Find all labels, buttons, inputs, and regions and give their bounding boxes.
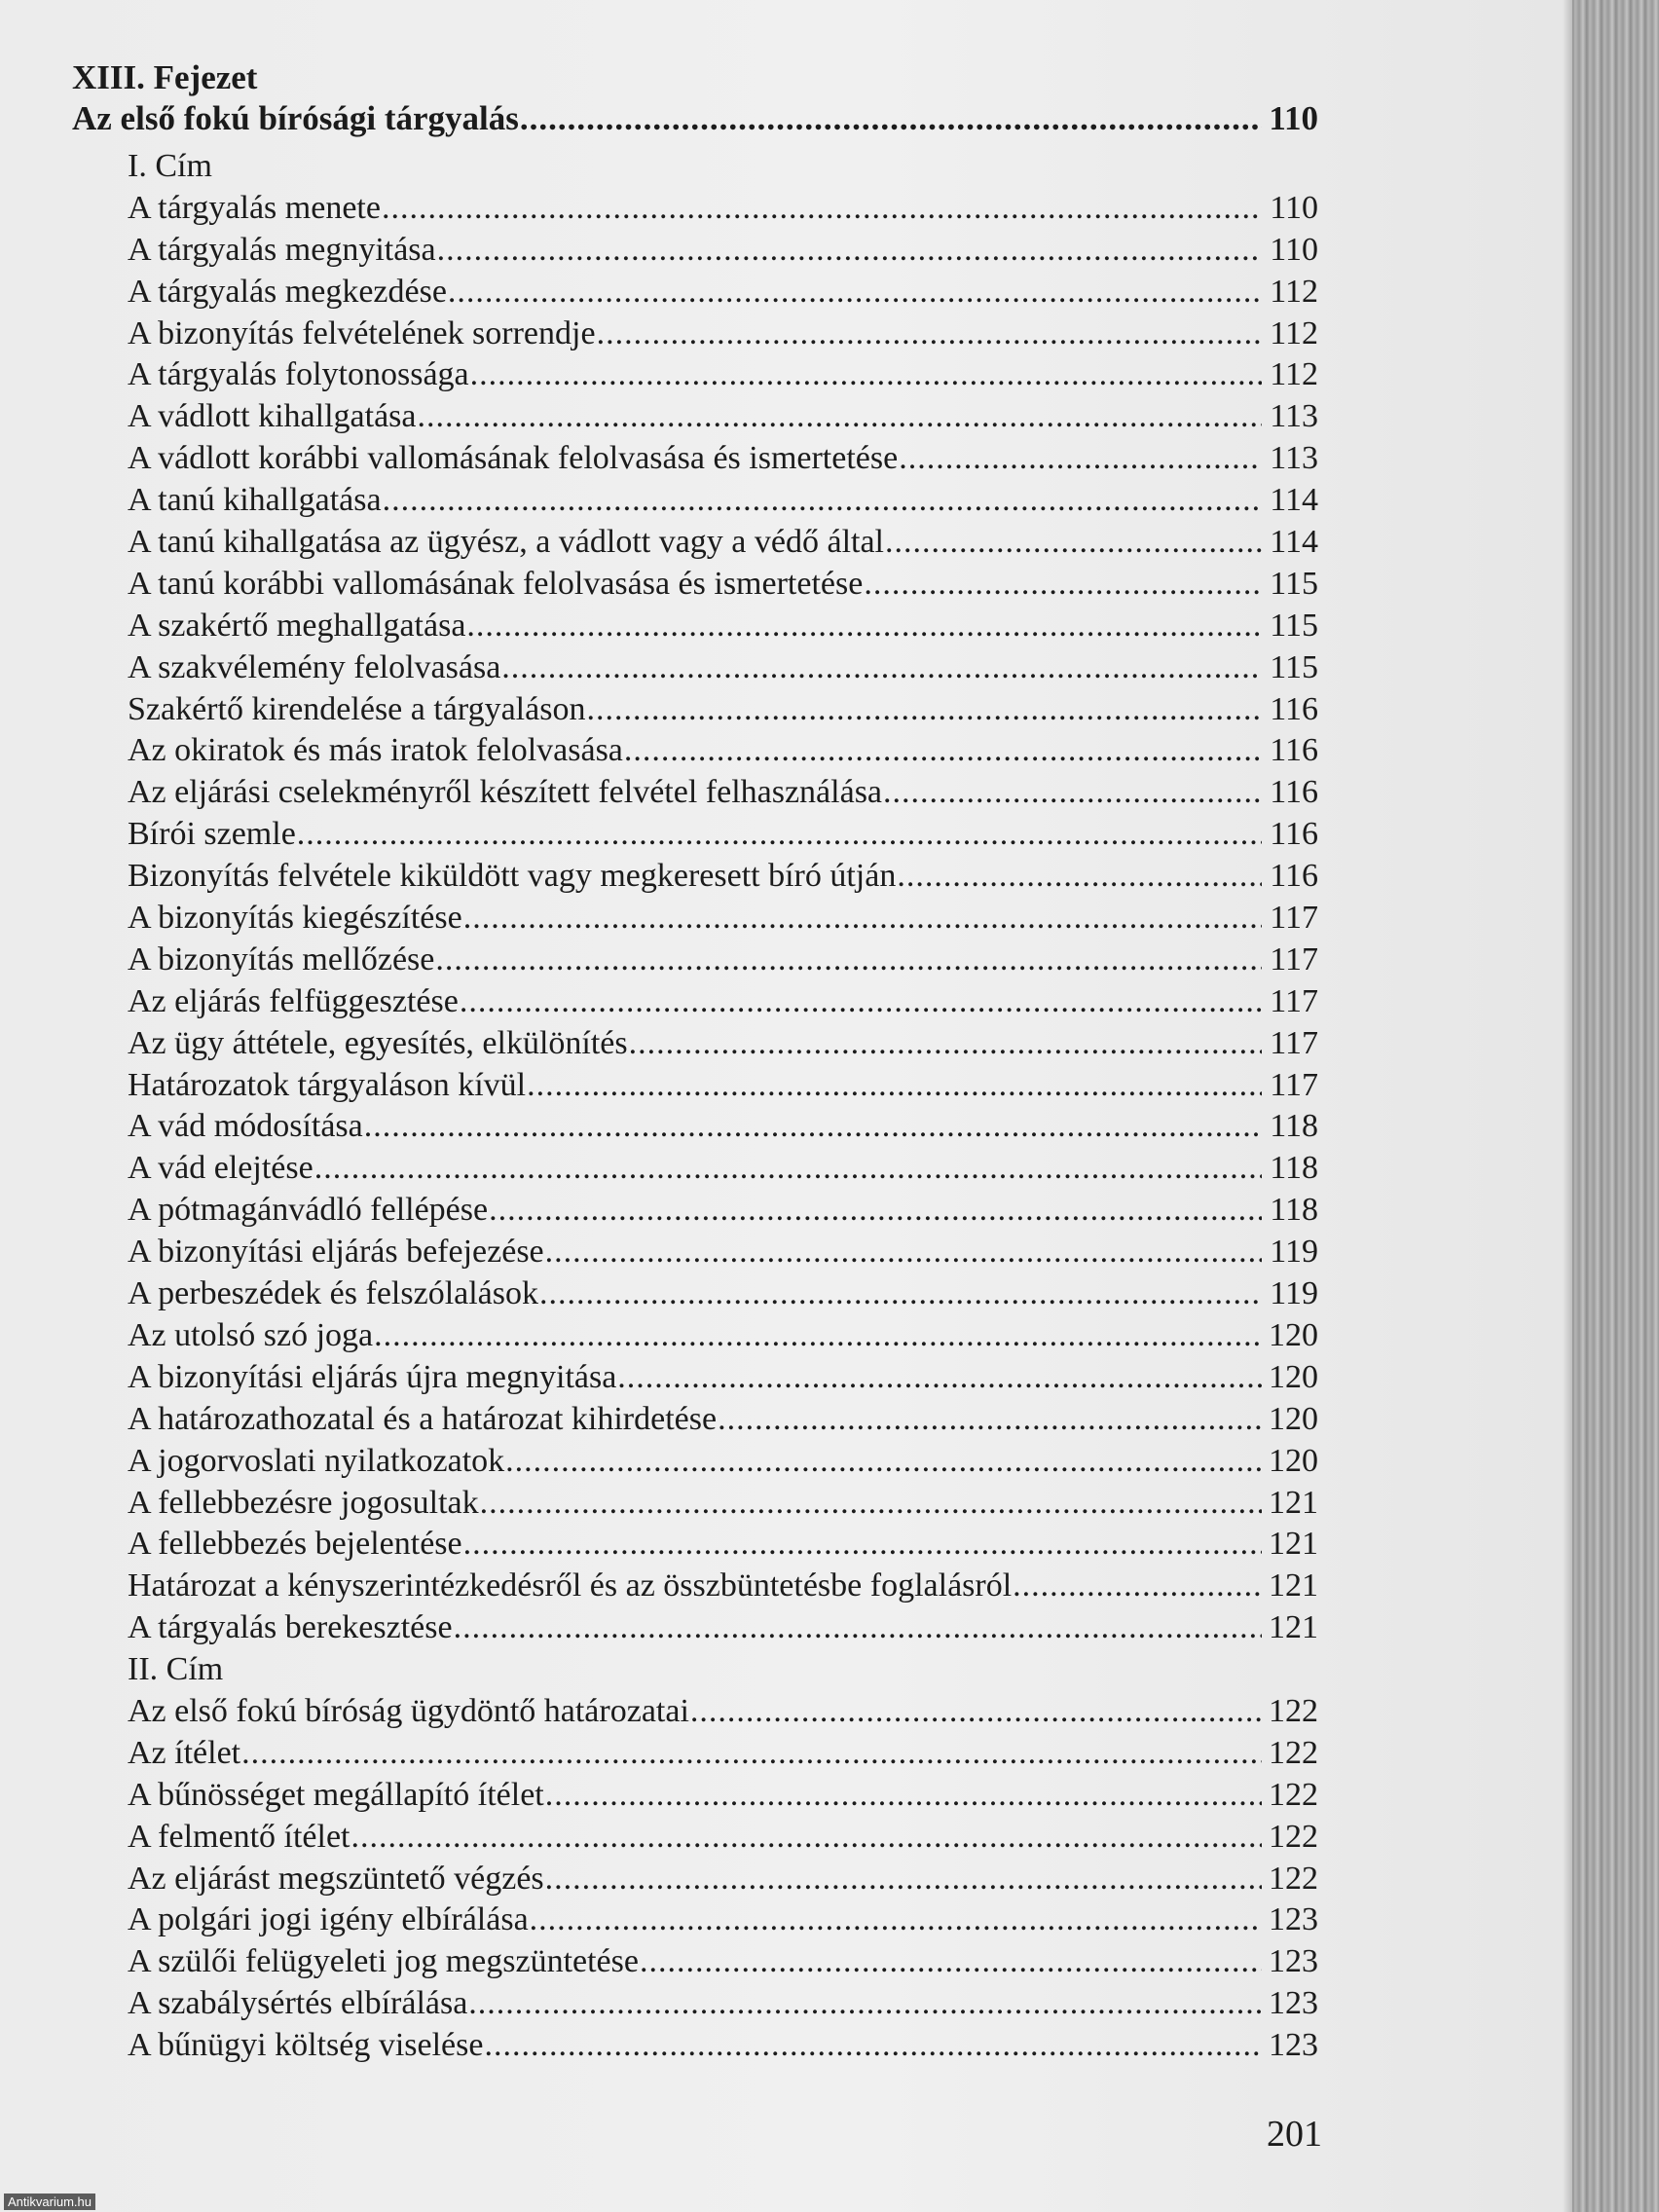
toc-entry [72,396,1318,438]
toc-entry [72,1733,1318,1775]
dot-leader [527,1065,1262,1106]
toc-entry [72,1232,1318,1273]
toc-entry-title: A vádlott korábbi vallomásának felolvasása és ismertetése [128,440,899,477]
toc-entry [72,480,1318,522]
toc-entry-title: Az eljárási cselekményről készített felvétel felhasználása [128,774,883,811]
toc-entry-page-number: 116 [1270,690,1318,727]
dot-leader [897,856,1262,897]
toc-entry-title: A tárgyalás folytonossága [128,356,469,393]
toc-entry-title: A tárgyalás menete [128,189,381,226]
chapter-number: XIII. Fejezet [72,58,258,96]
toc-entry-page-number: 118 [1270,1192,1318,1229]
toc-entry-title: Határozat a kényszerintézkedésről és az összbüntetésbe foglalásról [128,1567,1013,1604]
toc-entry-page-number: 120 [1269,1316,1318,1353]
toc-entry-page-number: 114 [1270,482,1318,519]
section-heading: I. Cím [128,148,212,184]
dot-leader [468,1983,1262,2024]
toc-entry [72,1817,1318,1859]
toc-entry-page-number: 119 [1270,1234,1318,1271]
dot-leader [448,272,1262,313]
toc-entry-page-number: 112 [1270,314,1318,351]
toc-entry [72,1023,1318,1065]
toc-entry-page-number: 117 [1270,900,1318,937]
toc-entry [72,856,1318,898]
dot-leader [640,1941,1262,1982]
toc-entry [72,1607,1318,1649]
dot-leader [484,2025,1262,2066]
dot-leader [463,1524,1262,1565]
toc-entry [72,1691,1318,1733]
toc-entry-page-number: 110 [1270,189,1318,226]
toc-entry [72,1106,1318,1148]
toc-entry-title: Bizonyítás felvétele kiküldött vagy megkeresett bíró útján [128,858,897,895]
dot-leader [382,188,1262,229]
page-folio: 201 [1267,2114,1322,2155]
toc-entry-title: A tanú korábbi vallomásának felolvasása és ismertetése [128,565,864,602]
toc-entry-title: Az utolsó szó joga [128,1316,374,1353]
dot-leader [545,1859,1262,1899]
chapter-title: Az első fokú bírósági tárgyalás [72,99,519,137]
toc-entry-title: A polgári jogi igény elbírálása [128,1901,529,1938]
toc-entry [72,522,1318,564]
dot-leader [617,1357,1262,1398]
toc-entry-page-number: 113 [1270,440,1318,477]
toc-entry-page-number: 118 [1270,1150,1318,1187]
toc-entry-page-number: 122 [1269,1692,1318,1729]
toc-entry-page-number: 116 [1270,816,1318,853]
dot-leader [351,1817,1263,1858]
dot-leader [314,1148,1262,1189]
toc-entry-page-number: 122 [1269,1860,1318,1897]
toc-entry-title: A szakértő meghallgatása [128,607,466,644]
toc-entry-page-number: 121 [1269,1609,1318,1646]
toc-entry-title: Az első fokú bíróság ügydöntő határozatai [128,1692,689,1729]
dot-leader [460,981,1262,1022]
toc-entry-title: A perbeszédek és felszólalások [128,1275,538,1312]
dot-leader [435,940,1262,980]
toc-entry-page-number: 116 [1270,774,1318,811]
dot-leader [520,97,1262,140]
toc-entry-page-number: 116 [1270,858,1318,895]
dot-leader [297,814,1262,855]
dot-leader [437,230,1262,271]
toc-entry-title: A tanú kihallgatása az ügyész, a vádlott vagy a védő által [128,524,885,561]
toc-entry-title: A fellebbezésre jogosultak [128,1484,479,1521]
chapter-title-row [72,97,1318,146]
toc-entry-title: A tárgyalás berekesztése [128,1609,453,1646]
toc-entry [72,354,1318,396]
toc-entry [72,689,1318,731]
toc-entry-title: A bűnösséget megállapító ítélet [128,1776,544,1813]
toc-entry-title: Az ítélet [128,1734,241,1771]
toc-entry-title: A vád módosítása [128,1108,363,1145]
toc-entry-title: A szülői felügyeleti jog megszüntetése [128,1943,639,1980]
toc-entry [72,1441,1318,1483]
toc-entry-title: Bírói szemle [128,816,296,853]
toc-entry-page-number: 110 [1270,231,1318,268]
toc-entry-page-number: 123 [1269,2027,1318,2064]
toc-entry [72,814,1318,856]
toc-entry [72,313,1318,355]
toc-entry-page-number: 112 [1270,356,1318,393]
dot-leader [241,1733,1262,1774]
dot-leader [418,396,1263,437]
toc-entry-page-number: 112 [1270,273,1318,310]
toc-entry [72,230,1318,272]
dot-leader [466,606,1262,646]
toc-entry-page-number: 120 [1269,1400,1318,1437]
toc-entry [72,1315,1318,1357]
toc-entry-title: A bűnügyi költség viselése [128,2027,484,2064]
toc-entry-title: Az okiratok és más iratok felolvasása [128,732,623,769]
toc-entry [72,647,1318,689]
dot-leader [883,772,1262,813]
dot-leader [718,1399,1262,1440]
toc-entry-title: A jogorvoslati nyilatkozatok [128,1442,505,1479]
dot-leader [885,522,1262,563]
toc-entry-page-number: 122 [1269,1734,1318,1771]
dot-leader [374,1315,1262,1356]
toc-entry-page-number: 117 [1270,982,1318,1019]
dot-leader [501,647,1262,688]
toc-entry-title: A szabálysértés elbírálása [128,1985,468,2022]
toc-entry-page-number: 120 [1269,1358,1318,1395]
dot-leader [864,564,1262,605]
toc-entry-page-number: 123 [1269,1901,1318,1938]
sections-container [72,146,1318,2067]
toc-entry-page-number: 116 [1270,732,1318,769]
toc-entry-page-number: 115 [1270,607,1318,644]
dot-leader [505,1441,1262,1482]
toc-entry-page-number: 121 [1269,1526,1318,1563]
toc-entry [72,438,1318,480]
toc-entry-title: Határozatok tárgyaláson kívül [128,1066,527,1103]
dot-leader [690,1691,1262,1732]
dot-leader [383,480,1262,521]
section-heading: II. Cím [128,1651,224,1688]
toc-entry [72,1983,1318,2025]
toc-entry-title: A tanú kihallgatása [128,482,382,519]
toc-entry [72,981,1318,1023]
toc-entry-title: Az eljárás felfüggesztése [128,982,459,1019]
toc-entry [72,272,1318,313]
toc-entry-title: A tárgyalás megkezdése [128,273,447,310]
toc-entry [72,1941,1318,1983]
dot-leader [597,313,1262,354]
dot-leader [530,1899,1262,1940]
toc-entry-title: A bizonyítás felvételének sorrendje [128,314,596,351]
toc-entry-page-number: 117 [1270,1066,1318,1103]
toc-entry-page-number: 122 [1269,1818,1318,1855]
toc-entry [72,898,1318,940]
dot-leader [545,1232,1262,1272]
toc-entry [72,1273,1318,1315]
book-binding-edge [1572,0,1659,2212]
toc-entry-page-number: 115 [1270,648,1318,685]
toc-entry [72,1775,1318,1817]
toc-entry-title: A vád elejtése [128,1150,313,1187]
dot-leader [1013,1566,1262,1606]
toc-entry [72,1524,1318,1566]
dot-leader [463,898,1262,939]
toc-entry [72,1566,1318,1607]
toc-entry-page-number: 120 [1269,1442,1318,1479]
toc-entry [72,940,1318,981]
toc-entry-title: A vádlott kihallgatása [128,398,417,435]
dot-leader [629,1023,1262,1064]
chapter-page-number: 110 [1269,99,1318,137]
toc-entry [72,1148,1318,1190]
toc-entry-page-number: 121 [1269,1484,1318,1521]
toc-entry [72,1859,1318,1900]
dot-leader [364,1106,1262,1147]
toc-entry [72,2025,1318,2067]
toc-entry-page-number: 122 [1269,1776,1318,1813]
toc-entry-title: A bizonyítás mellőzése [128,940,435,977]
toc-entry [72,1483,1318,1525]
dot-leader [624,730,1262,771]
dot-leader [899,438,1262,479]
toc-entry-title: A bizonyítás kiegészítése [128,900,462,937]
toc-entry-title: A tárgyalás megnyitása [128,231,436,268]
toc-entry [72,1399,1318,1441]
toc-entry-title: Az ügy áttétele, egyesítés, elkülönítés [128,1024,628,1061]
table-of-contents [72,56,1318,2067]
toc-entry [72,188,1318,230]
toc-entry-title: A bizonyítási eljárás befejezése [128,1234,544,1271]
toc-entry-page-number: 114 [1270,524,1318,561]
toc-entry-title: A felmentő ítélet [128,1818,350,1855]
toc-entry-page-number: 118 [1270,1108,1318,1145]
toc-entry-page-number: 121 [1269,1567,1318,1604]
toc-entry-title: A szakvélemény felolvasása [128,648,501,685]
toc-entry-title: A fellebbezés bejelentése [128,1526,462,1563]
toc-entry [72,772,1318,814]
toc-entry [72,1357,1318,1399]
toc-entry-title: A határozathozatal és a határozat kihirdetése [128,1400,718,1437]
toc-entry-page-number: 119 [1270,1275,1318,1312]
toc-entry-page-number: 117 [1270,1024,1318,1061]
dot-leader [480,1483,1262,1524]
toc-entry [72,1899,1318,1941]
toc-entry-title: Szakértő kirendelése a tárgyaláson [128,690,586,727]
toc-entry-page-number: 115 [1270,565,1318,602]
dot-leader [489,1190,1262,1231]
watermark-logo: Antikvarium.hu [4,2194,95,2210]
dot-leader [586,689,1262,730]
toc-entry [72,730,1318,772]
toc-entry [72,1065,1318,1107]
dot-leader [454,1607,1262,1648]
toc-entry-page-number: 123 [1269,1985,1318,2022]
dot-leader [470,354,1262,395]
toc-entry [72,606,1318,647]
toc-entry-page-number: 117 [1270,940,1318,977]
toc-entry-page-number: 123 [1269,1943,1318,1980]
toc-entry-page-number: 113 [1270,398,1318,435]
dot-leader [545,1775,1262,1816]
toc-entry [72,1190,1318,1232]
dot-leader [539,1273,1262,1314]
toc-entry-title: A pótmagánvádló fellépése [128,1192,489,1229]
toc-entry-title: A bizonyítási eljárás újra megnyitása [128,1358,617,1395]
toc-entry-title: Az eljárást megszüntető végzés [128,1860,544,1897]
toc-entry [72,564,1318,606]
